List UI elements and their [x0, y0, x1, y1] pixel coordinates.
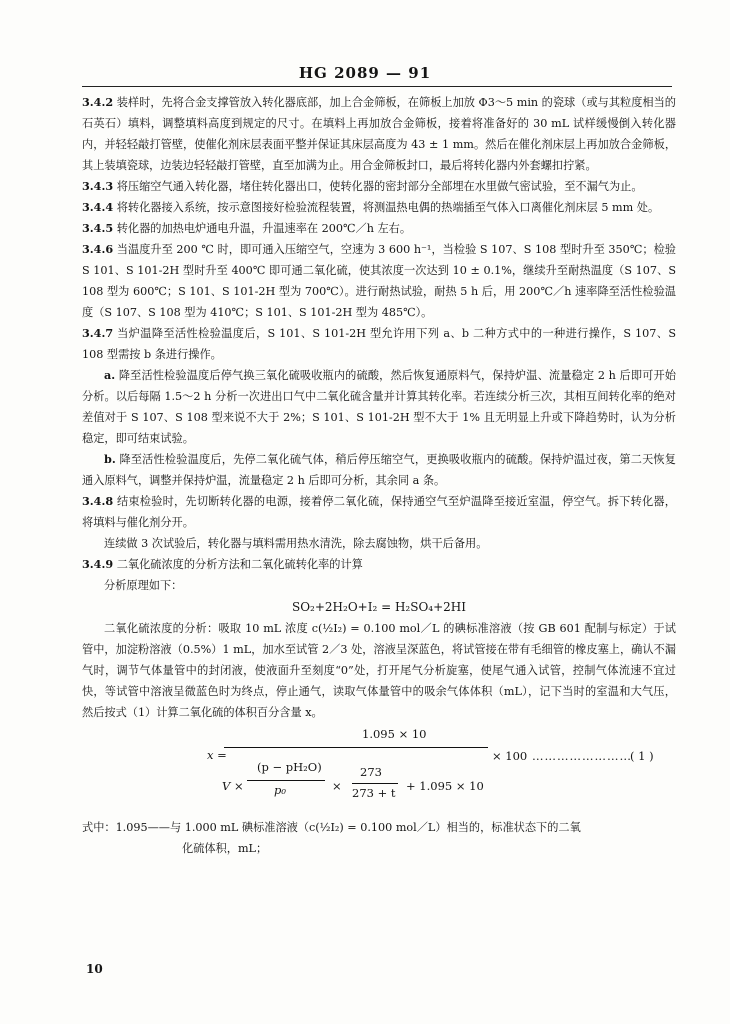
formula-numerator: 1.095 × 10	[362, 727, 427, 741]
section-text: 结束检验时，先切断转化器的电源，接着停二氧化硫，保持通空气至炉温降至接近室温，停空气。拆下转化器，将填料与催化剂分开。	[82, 495, 676, 529]
section-3-4-5	[82, 218, 676, 239]
item-text: 降至活性检验温度后，先停二氧化硫气体，稍后停压缩空气，更换吸收瓶内的硫酸。保持炉温过夜，第二天恢复通入原料气，调整并保持炉温，流量稳定 2 h 后即可分析，其余同 a 条。	[82, 453, 676, 487]
formula-1	[82, 725, 676, 817]
section-text: 当炉温降至活性检验温度后，S 101、S 101-2H 型允许用下列 a、b 二种方式中的一种进行操作，S 107、S 108 型需按 b 条进行操作。	[82, 327, 677, 361]
section-number: 3.4.6	[82, 242, 114, 256]
section-number: 3.4.4	[82, 200, 114, 214]
footnote-line-1: 式中：1.095——与 1.000 mL 碘标准溶液（c(½I₂) = 0.100 mol／L）相当的，标准状态下的二氧	[82, 821, 581, 834]
principle-intro: 分析原理如下：	[104, 579, 183, 592]
pressure-fraction-bar	[247, 780, 325, 781]
pressure-denominator: p₀	[274, 783, 286, 797]
formula-times: ×	[332, 779, 342, 793]
section-number: 3.4.3	[82, 179, 114, 193]
section-3-4-7	[82, 323, 676, 365]
document-body	[82, 92, 676, 859]
item-a	[82, 365, 676, 449]
so2-analysis-paragraph: 二氧化硫浓度的分析：吸取 10 mL 浓度 c(½I₂) = 0.100 mol／L 的碘标准溶液（按 GB 601 配制与标定）于试管中，加淀粉溶液（0.5%）1 mL，加水至试管 2／3 处，溶液呈深蓝色，将试管接在带有毛细管的橡皮塞上，确认不漏气时，调节气体量管中的封闭液，使液面升至刻度“0”处，打开尾气分析旋塞，使尾气通入试管，控制气体流速不宜过快，等试管中溶液呈微蓝色时为终点，停止通气，读取气体量管中的吸余气体体积（mL），记下当时的室温和大气压，然后按式（1）计算二氧化硫的体积百分含量 x。	[82, 622, 676, 719]
formula-footnote	[82, 817, 676, 859]
cleaning-note: 连续做 3 次试验后，转化器与填料需用热水清洗，除去腐蚀物，烘干后备用。	[104, 537, 488, 550]
equation-number: ( 1 )	[630, 749, 654, 763]
formula-lhs: x =	[207, 748, 227, 762]
section-text: 将压缩空气通入转化器，堵住转化器出口，使转化器的密封部分全部埋在水里做气密试验，至不漏气为止。	[116, 180, 643, 193]
item-label: a.	[104, 368, 116, 382]
item-label: b.	[104, 452, 116, 466]
section-number: 3.4.8	[82, 494, 114, 508]
section-3-4-3	[82, 176, 676, 197]
section-number: 3.4.9	[82, 557, 114, 571]
section-3-4-6	[82, 239, 676, 323]
section-3-4-4	[82, 197, 676, 218]
section-number: 3.4.2	[82, 95, 114, 109]
formula-plus-term: + 1.095 × 10	[406, 779, 484, 793]
section-3-4-2	[82, 92, 676, 176]
section-text: 转化器的加热电炉通电升温，升温速率在 200℃／h 左右。	[116, 222, 412, 235]
section-text: 装样时，先将合金支撑管放入转化器底部，加上合金筛板，在筛板上加放 Φ3～5 min 的瓷球（或与其粒度相当的石英石）填料，调整填料高度到规定的尺寸。在填料上再加放合金筛板，接着将准备好的 30 mL 试样缓慢倒入转化器内，并轻轻敲打管壁，使催化剂床层表面平整并保证其床层高度为 43 ± 1 mm。然后在催化剂床层上再加放合金筛板，其上装填瓷球，边装边轻轻敲打管壁，直至加满为止。用合金筛板封口，最后将转化器内外套螺扣拧紧。	[82, 96, 676, 172]
section-number: 3.4.7	[82, 326, 114, 340]
section-3-4-9	[82, 554, 676, 575]
section-number: 3.4.5	[82, 221, 114, 235]
section-text: 当温度升至 200 ℃ 时，即可通入压缩空气，空速为 3 600 h⁻¹，当检验 S 107、S 108 型时升至 350℃；检验 S 101、S 101-2H 型时升至 400℃ 即可通二氧化硫，使其浓度一次达到 10 ± 0.1%，继续升至耐热温度（S 107、S 108 型为 600℃；S 101、S 101-2H 型为 700℃）。进行耐热试验，耐热 5 h 后，用 200℃／h 速率降至活性检验温度（S 107、S 108 型为 410℃；S 101、S 101-2H 型为 485℃）。	[82, 243, 676, 319]
section-text: 二氧化硫浓度的分析方法和二氧化硫转化率的计算	[116, 558, 363, 571]
temperature-numerator: 273	[360, 765, 382, 779]
formula-volume: V ×	[222, 779, 244, 793]
section-text: 将转化器接入系统，按示意图接好检验流程装置，将测温热电偶的热端插至气体入口离催化剂床层 5 mm 处。	[116, 201, 660, 214]
item-b	[82, 449, 676, 491]
temperature-fraction-bar	[352, 783, 398, 784]
fraction-bar	[224, 747, 488, 748]
page-header: HG 2089 — 91	[298, 64, 432, 82]
footnote-line-2: 化硫体积，mL；	[182, 842, 268, 855]
pressure-numerator: (p − pH₂O)	[257, 760, 322, 774]
temperature-denominator: 273 + t	[352, 786, 396, 800]
section-3-4-8	[82, 491, 676, 533]
reaction-equation: SO₂+2H₂O+I₂ = H₂SO₄+2HI	[292, 600, 466, 614]
page-number: 10	[86, 962, 103, 976]
formula-leader-dots: ……………………	[532, 749, 632, 763]
formula-times-100: × 100	[492, 749, 528, 763]
item-text: 降至活性检验温度后停气换三氧化硫吸收瓶内的硫酸，然后恢复通原料气，保持炉温、流量稳定 2 h 后即可开始分析。以后每隔 1.5～2 h 分析一次进出口气中二氧化硫含量并计算其转化率。若连续分析三次，其相互间转化率的绝对差值对于 S 107、S 108 型来说不大于 2%；S 101、S 101-2H 型不大于 1% 且无明显上升或下降趋势时，认为分析稳定，即可结束试验。	[82, 369, 676, 445]
header-rule	[82, 86, 672, 87]
